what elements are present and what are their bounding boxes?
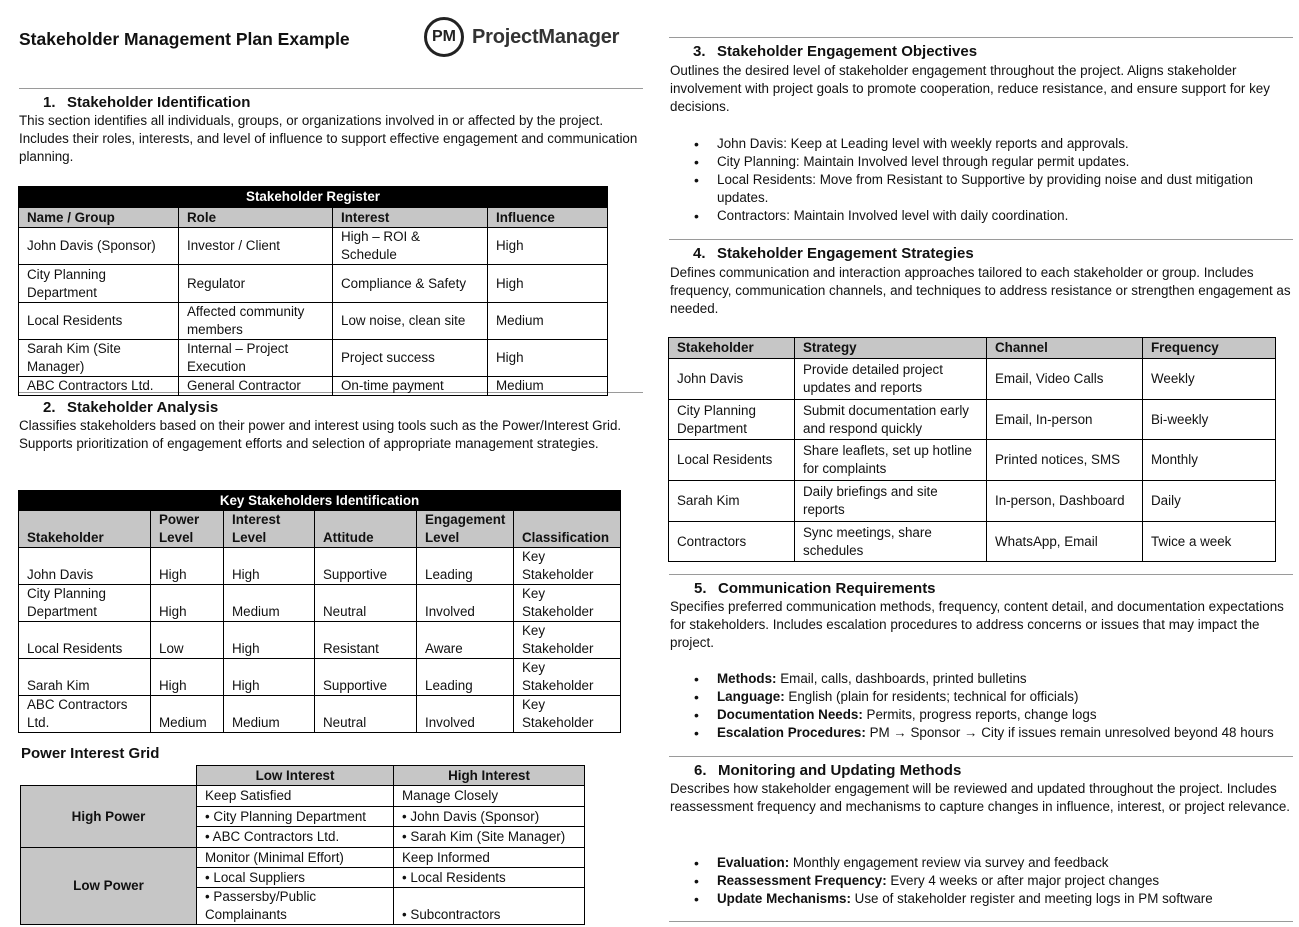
table-cell: Involved (417, 585, 514, 622)
table-cell: John Davis (Sponsor) (19, 228, 179, 265)
grid-col-high-interest: High Interest (394, 766, 585, 786)
table-cell: City Planning Department (19, 265, 179, 303)
table-title: Key Stakeholders Identification (19, 491, 621, 511)
table-cell: High (151, 585, 224, 622)
grid-cell: • Local Residents (394, 868, 585, 888)
list-item: • Contractors: Maintain Involved level with daily coordination. (669, 207, 1294, 225)
table-cell: Neutral (315, 696, 417, 733)
section-6-bullets (669, 854, 1294, 908)
table-cell: Key Stakeholder (514, 585, 621, 622)
section-3-heading: 3. Stakeholder Engagement Objectives (693, 43, 978, 60)
table-row (19, 659, 621, 696)
table-cell: John Davis (669, 359, 795, 400)
grid-row-high-power: High Power (21, 786, 197, 848)
section-3-body: Outlines the desired level of stakeholder engagement throughout the project. Aligns stakeholder involvement with project goals to promote cooperation, reduce resistance, and ensure support for key decisions. (670, 63, 1270, 114)
table-cell: High (224, 659, 315, 696)
divider (669, 574, 1293, 575)
document-title: Stakeholder Management Plan Example (19, 29, 350, 49)
column-header: Channel (987, 338, 1143, 359)
table-cell: High (224, 622, 315, 659)
column-header: Role (179, 208, 333, 228)
table-cell: Involved (417, 696, 514, 733)
table-cell: Investor / Client (179, 228, 333, 265)
list-item: • Escalation Procedures: PM → Sponsor → City if issues remain unresolved beyond 48 hours (669, 724, 1294, 742)
table-cell: Neutral (315, 585, 417, 622)
section-6-body: Describes how stakeholder engagement will be reviewed and updated throughout the project. Includes reassessment frequency and mechanisms to capture changes in influence, interest, or project relevance. (670, 781, 1291, 814)
table-cell: Leading (417, 548, 514, 585)
table-cell: General Contractor (179, 377, 333, 396)
grid-cell: • Subcontractors (394, 888, 585, 925)
table-row (19, 696, 621, 733)
table-cell: Medium (151, 696, 224, 733)
table-cell: Sync meetings, share schedules (795, 522, 987, 562)
section-3-bullets (669, 135, 1294, 225)
table-cell: On-time payment (333, 377, 488, 396)
column-header: Interest (333, 208, 488, 228)
table-cell: Provide detailed project updates and reports (795, 359, 987, 400)
table-cell: Key Stakeholder (514, 659, 621, 696)
table-cell: Monthly (1143, 440, 1276, 481)
table-cell: Local Residents (19, 303, 179, 340)
column-header: Power Level (151, 511, 224, 548)
table-title: Stakeholder Register (19, 187, 608, 208)
table-cell: Submit documentation early and respond quickly (795, 400, 987, 440)
table-cell: High (151, 659, 224, 696)
list-item: • Update Mechanisms: Use of stakeholder register and meeting logs in PM software (669, 890, 1294, 908)
column-header: Strategy (795, 338, 987, 359)
section-4-body: Defines communication and interaction approaches tailored to each stakeholder or group. Includes frequency, communication channels, and techniques to address resistance or strengthen engagement as needed. (670, 265, 1291, 316)
pm-logo-icon: PM (424, 17, 464, 57)
list-item: • Evaluation: Monthly engagement review via survey and feedback (669, 854, 1294, 872)
table-cell: Email, Video Calls (987, 359, 1143, 400)
table-cell: Leading (417, 659, 514, 696)
key-stakeholders-table (18, 490, 621, 733)
table-row (669, 522, 1276, 562)
column-header: Interest Level (224, 511, 315, 548)
table-cell: Printed notices, SMS (987, 440, 1143, 481)
table-row (19, 377, 608, 396)
table-cell: Medium (224, 585, 315, 622)
table-cell: Key Stakeholder (514, 622, 621, 659)
section-2-heading: 2. Stakeholder Analysis (43, 399, 219, 416)
table-cell: Aware (417, 622, 514, 659)
list-item: • John Davis: Keep at Leading level with weekly reports and approvals. (669, 135, 1294, 153)
table-cell: High (488, 265, 608, 303)
column-header: Classification (514, 511, 621, 548)
table-row (669, 481, 1276, 522)
section-4-heading: 4. Stakeholder Engagement Strategies (693, 245, 974, 262)
column-header: Engagement Level (417, 511, 514, 548)
table-cell: City Planning Department (669, 400, 795, 440)
table-cell: Regulator (179, 265, 333, 303)
list-item: • Local Residents: Move from Resistant to Supportive by providing noise and dust mitigation updates. (669, 171, 1294, 207)
table-cell: ABC Contractors Ltd. (19, 696, 151, 733)
table-cell: John Davis (19, 548, 151, 585)
table-cell: Project success (333, 340, 488, 377)
table-cell: Medium (488, 303, 608, 340)
grid-row-low-power: Low Power (21, 848, 197, 925)
grid-cell: Keep Satisfied (197, 786, 394, 807)
column-header: Name / Group (19, 208, 179, 228)
table-row (19, 265, 608, 303)
column-header: Stakeholder (669, 338, 795, 359)
table-cell: Medium (488, 377, 608, 396)
grid-cell: • Passersby/Public Complainants (197, 888, 394, 925)
grid-cell: • Sarah Kim (Site Manager) (394, 827, 585, 848)
column-header: Influence (488, 208, 608, 228)
grid-col-low-interest: Low Interest (197, 766, 394, 786)
power-grid-title: Power Interest Grid (21, 745, 160, 762)
grid-cell: • John Davis (Sponsor) (394, 807, 585, 827)
table-cell: Resistant (315, 622, 417, 659)
grid-cell: Manage Closely (394, 786, 585, 807)
table-row (19, 622, 621, 659)
table-row (669, 400, 1276, 440)
table-cell: Key Stakeholder (514, 696, 621, 733)
grid-cell: • City Planning Department (197, 807, 394, 827)
table-row (19, 585, 621, 622)
table-cell: Low (151, 622, 224, 659)
section-1-heading: 1. Stakeholder Identification (43, 94, 251, 111)
divider (669, 37, 1293, 38)
table-row (19, 340, 608, 377)
grid-cell: • Local Suppliers (197, 868, 394, 888)
table-cell: Local Residents (669, 440, 795, 481)
list-item: • Documentation Needs: Permits, progress reports, change logs (669, 706, 1294, 724)
table-row (669, 359, 1276, 400)
divider (669, 239, 1293, 240)
divider (669, 756, 1293, 757)
list-item: • Language: English (plain for residents; technical for officials) (669, 688, 1294, 706)
table-cell: Bi-weekly (1143, 400, 1276, 440)
section-1-body: This section identifies all individuals, groups, or organizations involved in or affected by the project. Includes their roles, interests, and level of influence to support effective engagement and communication planning. (19, 113, 638, 164)
grid-cell: Keep Informed (394, 848, 585, 868)
table-cell: High (488, 340, 608, 377)
table-row (669, 440, 1276, 481)
engagement-strategies-table (668, 337, 1276, 562)
table-cell: Email, In-person (987, 400, 1143, 440)
table-cell: Daily (1143, 481, 1276, 522)
table-row (19, 303, 608, 340)
table-cell: Internal – Project Execution (179, 340, 333, 377)
table-cell: WhatsApp, Email (987, 522, 1143, 562)
projectmanager-logo (424, 17, 619, 57)
section-5-bullets (669, 670, 1294, 742)
table-cell: Daily briefings and site reports (795, 481, 987, 522)
table-cell: Medium (224, 696, 315, 733)
table-cell: Twice a week (1143, 522, 1276, 562)
table-cell: Local Residents (19, 622, 151, 659)
table-cell: City Planning Department (19, 585, 151, 622)
table-cell: Share leaflets, set up hotline for complaints (795, 440, 987, 481)
column-header: Stakeholder (19, 511, 151, 548)
section-6-heading: 6. Monitoring and Updating Methods (694, 762, 962, 779)
table-cell: Low noise, clean site (333, 303, 488, 340)
divider (669, 921, 1293, 922)
table-cell: In-person, Dashboard (987, 481, 1143, 522)
list-item: • Reassessment Frequency: Every 4 weeks or after major project changes (669, 872, 1294, 890)
divider (19, 88, 643, 89)
table-cell: Sarah Kim (Site Manager) (19, 340, 179, 377)
table-cell: Contractors (669, 522, 795, 562)
power-interest-grid (20, 765, 585, 925)
table-row (19, 548, 621, 585)
table-cell: Sarah Kim (669, 481, 795, 522)
table-cell: Affected community members (179, 303, 333, 340)
grid-cell: Monitor (Minimal Effort) (197, 848, 394, 868)
table-cell: Supportive (315, 548, 417, 585)
section-5-body: Specifies preferred communication methods, frequency, content detail, and documentation expectations for stakeholders. Includes escalation procedures to address concerns or issues that may impact the project. (670, 599, 1284, 650)
table-cell: Sarah Kim (19, 659, 151, 696)
table-cell: Supportive (315, 659, 417, 696)
list-item: • Methods: Email, calls, dashboards, printed bulletins (669, 670, 1294, 688)
table-cell: Key Stakeholder (514, 548, 621, 585)
column-header: Attitude (315, 511, 417, 548)
section-2-body: Classifies stakeholders based on their power and interest using tools such as the Power/Interest Grid. Supports prioritization of engagement efforts and selection of appropriate management strategies. (19, 418, 622, 451)
grid-cell: • ABC Contractors Ltd. (197, 827, 394, 848)
column-header: Frequency (1143, 338, 1276, 359)
table-cell: ABC Contractors Ltd. (19, 377, 179, 396)
table-cell: High – ROI & Schedule (333, 228, 488, 265)
logo-name: ProjectManager (472, 26, 620, 48)
section-5-heading: 5. Communication Requirements (694, 580, 936, 597)
table-row (19, 228, 608, 265)
table-cell: Compliance & Safety (333, 265, 488, 303)
table-cell: High (224, 548, 315, 585)
stakeholder-register-table (18, 186, 608, 396)
list-item: • City Planning: Maintain Involved level through regular permit updates. (669, 153, 1294, 171)
table-cell: High (151, 548, 224, 585)
table-cell: High (488, 228, 608, 265)
table-cell: Weekly (1143, 359, 1276, 400)
